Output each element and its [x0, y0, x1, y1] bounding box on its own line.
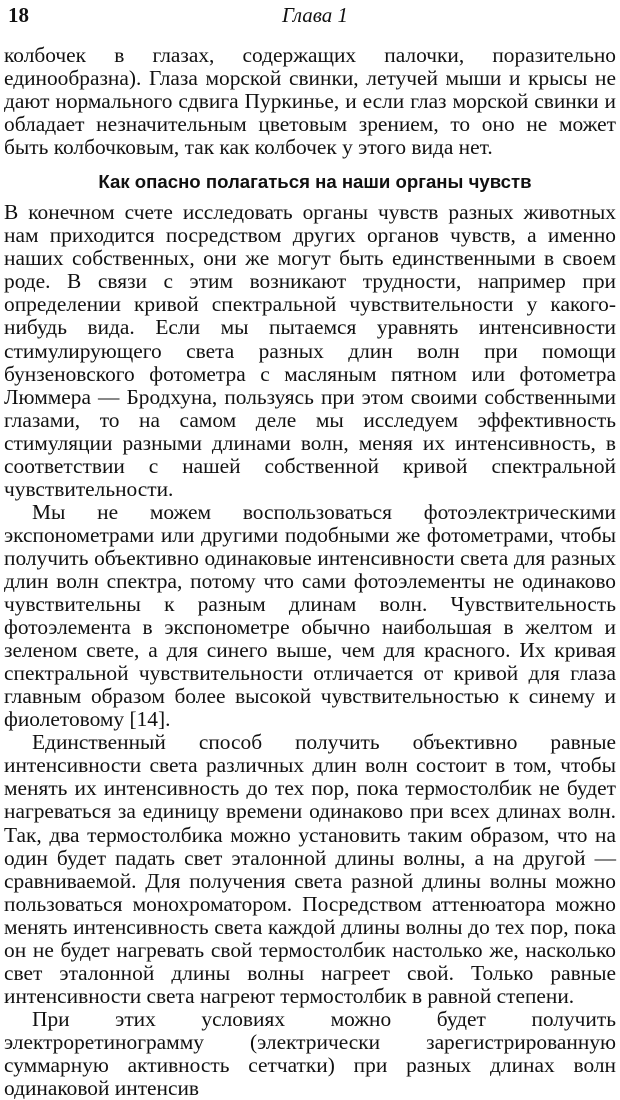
- running-head: Глава 1: [282, 3, 348, 27]
- page-header: [4, 0, 616, 30]
- paragraph-4: При этих условиях можно будет получить электроретинограмму (электрически зарегистрированную суммарную активность сетчатки) при разных длинах волн одинаковой интенсив: [4, 1006, 616, 1100]
- paragraph-continued: колбочек в глазах, содержащих палочки, поразительно единообразна). Глаза морской свинки, летучей мыши и крысы не дают нормального сдвига Пуркинье, и если глаз морской свинки и обладает незначительным цветовым зрением, то оно не может быть колбочковым, так как колбочек у этого вида нет.: [4, 43, 616, 160]
- section-heading: Как опасно полагаться на наши органы чувств: [98, 171, 532, 193]
- page-number: 18: [8, 3, 29, 27]
- paragraph-2: Мы не можем воспользоваться фотоэлектрическими экспонометрами или другими подобными же фотометрами, чтобы получить объективно одинаковые интенсивности света для разных длин волн спектра, потому что сами фотоэлементы не одинаково чувствительны к разным длинам волн. Чувствительность фотоэлемента в экспонометре обычно наибольшая в желтом и зеленом свете, а для синего выше, чем для красного. Их кривая спектральной чувствительности отличается от кривой для глаза главным образом более высокой чувствительностью к синему и фиолетовому [14].: [4, 499, 616, 732]
- paragraph-1: В конечном счете исследовать органы чувств разных животных нам приходится посредством других органов чувств, а именно наших собственных, они же могут быть единственными в своем роде. В связи с этим возникают трудности, например при определении кривой спектральной чувствительности у какого-нибудь вида. Если мы пытаемся уравнять интенсивности стимулирующего света разных длин волн при помощи бунзеновского фотометра с масляным пятном или фотометра Люммера — Бродхуна, пользуясь при этом своими собственными глазами, то на самом деле мы исследуем эффективность стимуляции разными длинами волн, меняя их интенсивность, в соответствии с нашей собственной кривой спектральной чувствительности.: [4, 200, 616, 501]
- paragraph-3: Единственный способ получить объективно равные интенсивности света различных длин волн состоит в том, чтобы менять их интенсивность до тех пор, пока термостолбик не будет нагреваться за единицу времени одинаково при всех длинах волн. Так, два термостолбика можно установить таким образом, что на один будет падать свет эталонной длины волны, а на другой — сравниваемой. Для получения света разной длины волны можно пользоваться монохроматором. Посредством аттенюатора можно менять интенсивность света каждой длины волны до тех пор, пока он не будет нагревать свой термостолбик настолько же, насколько свет эталонной длины волны нагреет свой. Только равные интенсивности света нагреют термостолбик в равной степени.: [4, 730, 616, 1008]
